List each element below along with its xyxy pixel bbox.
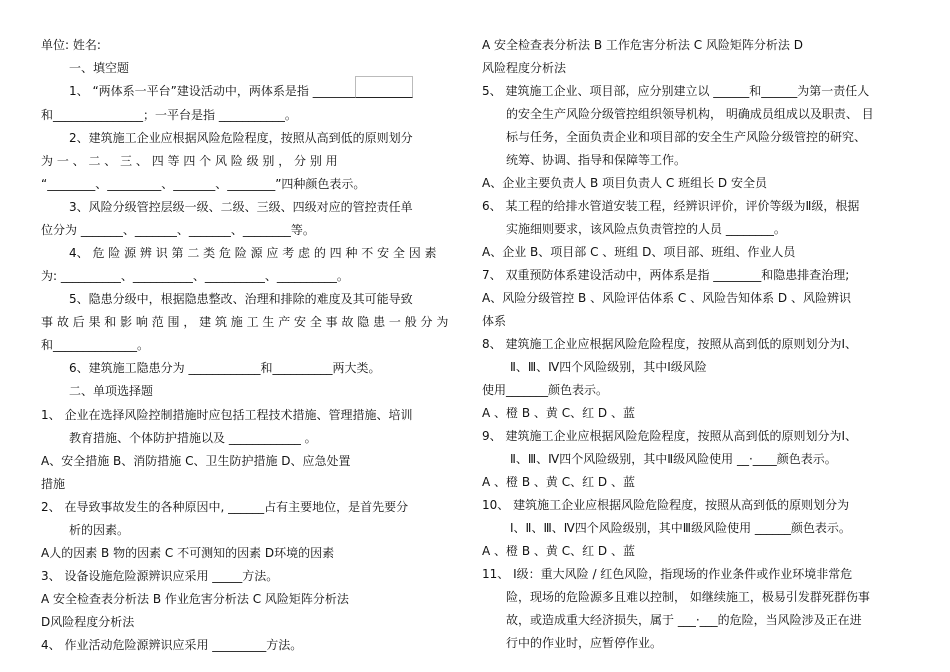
fill-q4-line2: 为: __________、__________、__________、__________。 xyxy=(41,269,349,283)
fill-q6: 6、建筑施工隐患分为 ____________和__________两大类。 xyxy=(69,361,381,375)
choice-q8-line3: 使用_______颜色表示。 xyxy=(482,383,609,397)
choice-q2-options: A人的因素 B 物的因素 C 不可测知的因素 D环境的因素 xyxy=(41,546,335,560)
choice-q7-options: A、风险分级管控 B 、风险评估体系 C 、风险告知体系 D 、风险辨识 xyxy=(482,291,851,305)
choice-q11-line4: 行中的作业时，应暂停作业。 xyxy=(506,636,663,650)
choice-q11-line1: 11、 Ⅰ级：重大风险 / 红色风险，指现场的作业条件或作业环境非常危 xyxy=(482,567,853,581)
choice-q1-line2: 教育措施、个体防护措施以及 ____________ 。 xyxy=(69,431,317,445)
choice-q8-line1: 8、 建筑施工企业应根据风险危险程度，按照从高到低的原则划分为Ⅰ、 xyxy=(482,337,857,351)
fill-q5-line1: 5、隐患分级中，根据隐患整改、治理和排除的难度及其可能导致 xyxy=(69,292,413,306)
choice-q2-line2: 析的因素。 xyxy=(69,523,130,537)
choice-q4-line1: 4、 作业活动危险源辨识应采用 _________方法。 xyxy=(41,638,303,652)
fill-q5-line3: 和______________。 xyxy=(41,338,150,352)
choice-q5-line2: 的安全生产风险分级管控组织领导机构， 明确成员组成以及职责、 目 xyxy=(506,107,874,121)
choice-q9-line2: Ⅱ、Ⅲ、Ⅳ四个风险级别，其中Ⅱ级风险使用 __·____颜色表示。 xyxy=(510,452,837,466)
choice-q4-options: A 安全检查表分析法 B 工作危害分析法 C 风险矩阵分析法 D xyxy=(482,38,803,52)
choice-q9-options: A 、橙 B 、黄 C、红 D 、蓝 xyxy=(482,475,635,489)
choice-q5-line1: 5、 建筑施工企业、项目部，应分别建立以 ______和______为第一责任人 xyxy=(482,84,870,98)
choice-q1-line1: 1、 企业在选择风险控制措施时应包括工程技术措施、管理措施、培训 xyxy=(41,408,413,422)
choice-q11-line3: 故，或造成重大经济损失，属于 ___·___的危险，当风险涉及正在进 xyxy=(506,613,862,627)
choice-q7-line1: 7、 双重预防体系建设活动中，两体系是指 ________和隐患排查治理; xyxy=(482,268,850,282)
choice-q1-options-cont: 措施 xyxy=(41,477,66,491)
fill-q2-line2: 为 一 、 二 、 三 、 四 等 四 个 风 险 级 别 ， 分 别 用 xyxy=(41,154,338,168)
choice-q9-line1: 9、 建筑施工企业应根据风险危险程度，按照从高到低的原则划分为Ⅰ、 xyxy=(482,429,857,443)
choice-q6-line1: 6、 某工程的给排水管道安装工程，经辨识评价，评价等级为Ⅱ级，根据 xyxy=(482,199,860,213)
choice-q5-line3: 标与任务，全面负责企业和项目部的安全生产风险分级管控的研究、 xyxy=(506,130,867,144)
fill-q1-line1: 1、 “两体系一平台”建设活动中，两体系是指 __________ xyxy=(69,84,373,98)
choice-q11-line2: 险，现场的危险源多且难以控制， 如继续施工，极易引发群死群伤事 xyxy=(506,590,870,604)
header-unit-name: 单位: 姓名: xyxy=(41,38,101,52)
fill-q3-line1: 3、风险分级管控层级一级、二级、三级、四级对应的管控责任单 xyxy=(69,200,413,214)
choice-q10-line1: 10、 建筑施工企业应根据风险危险程度，按照从高到低的原则划分为 xyxy=(482,498,850,512)
section-single-choice: 二、单项选择题 xyxy=(69,384,154,398)
choice-q6-line2: 实施细则要求，该风险点负责管控的人员 ________。 xyxy=(506,222,786,236)
choice-q3-options-cont: D风险程度分析法 xyxy=(41,615,135,629)
fill-q3-line2: 位分为 _______、_______、_______、________等。 xyxy=(41,223,315,237)
choice-q5-options: A、企业主要负责人 B 项目负责人 C 班组长 D 安全员 xyxy=(482,176,767,190)
fill-q4-line1: 4、 危 险 源 辨 识 第 二 类 危 险 源 应 考 虑 的 四 种 不 安 全 因 素 xyxy=(69,246,437,260)
fill-q2-line1: 2、建筑施工企业应根据风险危险程度，按照从高到低的原则划分 xyxy=(69,131,413,145)
choice-q8-options: A 、橙 B 、黄 C、红 D 、蓝 xyxy=(482,406,635,420)
choice-q4-options-cont: 风险程度分析法 xyxy=(482,61,567,75)
fill-q2-line3: “________、_________、_______、________”四种颜色表示。 xyxy=(41,177,366,191)
choice-q10-line2: Ⅰ、Ⅱ、Ⅲ、Ⅳ四个风险级别，其中Ⅲ级风险使用 ______颜色表示。 xyxy=(510,521,851,535)
choice-q10-options: A 、橙 B 、黄 C、红 D 、蓝 xyxy=(482,544,635,558)
choice-q3-line1: 3、 设备设施危险源辨识应采用 _____方法。 xyxy=(41,569,279,583)
fill-q5-line2: 事 故 后 果 和 影 响 范 围 ， 建 筑 施 工 生 产 安 全 事 故 隐 患 一 般 分 为 xyxy=(41,315,449,329)
answer-box xyxy=(355,76,413,98)
choice-q8-line2: Ⅱ、Ⅲ、Ⅳ四个风险级别，其中Ⅰ级风险 xyxy=(510,360,707,374)
choice-q1-options: A、安全措施 B、消防措施 C、卫生防护措施 D、应急处置 xyxy=(41,454,351,468)
choice-q6-options: A、企业 B、项目部 C 、班组 D、项目部、班组、作业人员 xyxy=(482,245,796,259)
section-fill-blank: 一、填空题 xyxy=(69,61,130,75)
choice-q7-options-cont: 体系 xyxy=(482,314,507,328)
fill-q1-line2: 和_______________；一平台是指 ___________。 xyxy=(41,108,297,122)
choice-q5-line4: 统筹、协调、指导和保障等工作。 xyxy=(506,153,687,167)
choice-q2-line1: 2、 在导致事故发生的各种原因中, ______占有主要地位，是首先要分 xyxy=(41,500,409,514)
choice-q3-options: A 安全检查表分析法 B 作业危害分析法 C 风险矩阵分析法 xyxy=(41,592,349,606)
